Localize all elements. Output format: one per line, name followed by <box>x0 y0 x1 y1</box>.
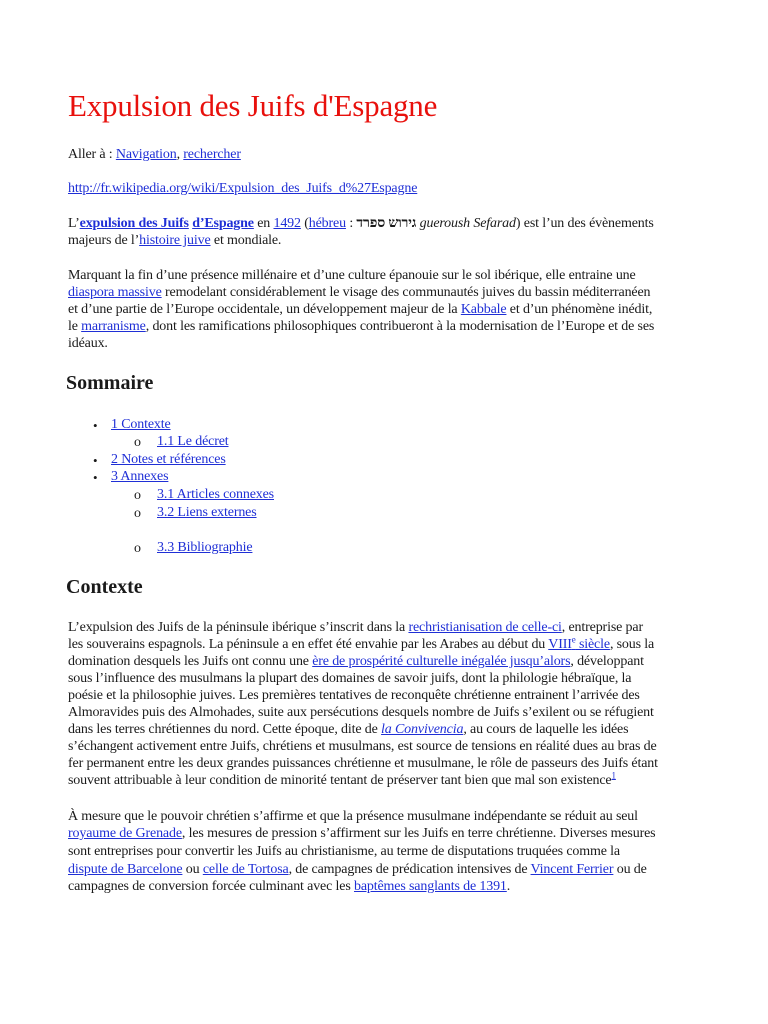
toc-item-decret[interactable]: 1.1 Le décret <box>157 434 229 449</box>
page-title: Expulsion des Juifs d'Espagne <box>68 88 438 123</box>
contexte-p2-line-1 <box>68 808 638 825</box>
para-text: , sous la <box>609 637 655 652</box>
marranisme-link[interactable]: marranisme <box>81 319 146 334</box>
para-text: À mesure que le pouvoir chrétien s’affirme et que la présence musulmane indépendante se réduit au seul <box>68 809 638 824</box>
contexte-p1-line-10 <box>68 772 616 789</box>
contexte-heading: Contexte <box>66 576 143 598</box>
espagne-link[interactable]: d’Espagne <box>192 216 254 231</box>
toc-item-contexte[interactable]: 1 Contexte <box>111 417 171 432</box>
contexte-p1-line-1 <box>68 619 643 636</box>
ere-prosperite-link[interactable]: ère de prospérité culturelle inégalée jusqu’alors <box>312 654 571 669</box>
toc-circle: o <box>134 506 141 521</box>
toc-item-notes[interactable]: 2 Notes et références <box>111 452 226 467</box>
jump-to-line <box>68 146 241 163</box>
contexte-p1-line-6 <box>68 704 654 721</box>
para-text: campagnes de conversion forcée culminant avec les <box>68 879 354 894</box>
para-text: Almoravides puis des Almohades, suite aux persécutions desquels nombre de Juifs s’exilent ou se réfugient <box>68 705 654 720</box>
para-text: poésie et la philosophie juives. Les premières tentatives de reconquête chrétienne entrainent l’arrivée des <box>68 688 640 703</box>
royaume-grenade-link[interactable]: royaume de Grenade <box>68 826 182 841</box>
expulsion-link[interactable]: expulsion des Juifs <box>79 216 189 231</box>
year-1492-link[interactable]: 1492 <box>273 216 301 231</box>
para2-line-1 <box>68 267 636 284</box>
toc-item-annexes[interactable]: 3 Annexes <box>111 469 169 484</box>
contexte-p1-line-7 <box>68 721 628 738</box>
contexte-p2-line-2 <box>68 825 655 842</box>
contexte-p1-line-5 <box>68 687 640 704</box>
intro-line-2 <box>68 232 281 249</box>
para-text: remodelant considérablement le visage des communautés juives du bassin méditerranéen <box>161 285 651 300</box>
intro-text: et mondiale. <box>210 233 282 248</box>
convivencia-link[interactable]: la Convivencia <box>381 722 464 737</box>
toc-circle: o <box>134 435 141 450</box>
intro-text: : <box>345 216 357 231</box>
vincent-ferrier-link[interactable]: Vincent Ferrier <box>530 862 614 877</box>
toc-item-articles-connexes[interactable]: 3.1 Articles connexes <box>157 487 274 502</box>
para-text: , au cours de laquelle les idées <box>463 722 629 737</box>
para2-line-2 <box>68 284 650 301</box>
para-text: fer permanent entre les deux grandes puissances chrétienne et musulmane, le rôle de passeurs des Juifs étant <box>68 756 658 771</box>
para-text: , dont les ramifications philosophiques contribueront à la modernisation de l’Europe et de ses <box>145 319 655 334</box>
source-url-link[interactable]: http://fr.wikipedia.org/wiki/Expulsion_des_Juifs_d%27Espagne <box>68 181 418 196</box>
para-text: Marquant la fin d’une présence millénaire et d’une culture épanouie sur le sol ibérique, elle entraine une <box>68 268 636 283</box>
para-text: souvent attribuable à leur condition de minorité tentant de préserver tant bien que mal son existence <box>68 773 612 788</box>
contexte-p1-line-4 <box>68 670 631 687</box>
jump-to-prefix: Aller à : <box>68 147 116 162</box>
separator: , <box>176 147 184 162</box>
para-text: ou <box>182 862 203 877</box>
baptemes-link[interactable]: baptêmes sanglants de 1391 <box>353 879 507 894</box>
para-text: , de campagnes de prédication intensives de <box>288 862 531 877</box>
toc-circle: o <box>134 488 141 503</box>
para-text: et d’une partie de l’Europe occidentale, un développement majeur de la <box>68 302 461 317</box>
hebreu-link[interactable]: hébreu <box>308 216 346 231</box>
kabbale-link[interactable]: Kabbale <box>460 302 507 317</box>
transliteration: gueroush Sefarad <box>419 216 516 231</box>
search-link[interactable]: rechercher <box>183 147 241 162</box>
para-text: . <box>506 879 511 894</box>
intro-text: ) est l’un des évènements <box>515 216 654 231</box>
toc-circle: o <box>134 541 141 556</box>
toc-item-liens-externes[interactable]: 3.2 Liens externes <box>157 505 257 520</box>
footnote-1-link[interactable]: 1 <box>611 770 616 781</box>
toc-bullet: • <box>93 418 98 433</box>
source-url-line <box>68 180 417 197</box>
para-text: L’expulsion des Juifs de la péninsule ibérique s’inscrit dans la <box>68 620 409 635</box>
para-text: , entreprise par <box>561 620 643 635</box>
sommaire-heading: Sommaire <box>66 372 154 394</box>
toc-bullet: • <box>93 453 98 468</box>
para-text: sous l’influence des musulmans la plupart des domaines de savoir juifs, dont la philologie hébraïque, la <box>68 671 632 686</box>
dispute-barcelone-link[interactable]: dispute de Barcelone <box>68 862 183 877</box>
contexte-p2-line-4 <box>68 861 647 878</box>
para-text: , les mesures de pression s’affirment sur les Juifs en terre chrétienne. Diverses mesures <box>181 826 656 841</box>
toc-item-bibliographie[interactable]: 3.3 Bibliographie <box>157 540 253 555</box>
intro-text: L’ <box>68 216 80 231</box>
para2-line-4 <box>68 318 654 335</box>
para-text: idéaux. <box>68 336 108 351</box>
diaspora-link[interactable]: diaspora massive <box>68 285 162 300</box>
histoire-juive-link[interactable]: histoire juive <box>139 233 211 248</box>
para2-line-3 <box>68 301 652 318</box>
contexte-p1-line-3 <box>68 653 644 670</box>
para-text: sont entreprises pour convertir les Juifs au christianisme, au terme de disputations truquées comme la <box>68 844 620 859</box>
contexte-p2-line-5 <box>68 878 510 895</box>
contexte-p1-line-9 <box>68 755 658 772</box>
link-text: VIII <box>548 637 572 652</box>
para-text: le <box>68 319 82 334</box>
intro-line-1 <box>68 215 654 232</box>
superscript: e <box>571 634 576 645</box>
intro-text: majeurs de l’ <box>68 233 140 248</box>
link-text: siècle <box>575 637 610 652</box>
contexte-p1-line-8 <box>68 738 657 755</box>
navigation-link[interactable]: Navigation <box>115 147 177 162</box>
rechristianisation-link[interactable]: rechristianisation de celle-ci <box>408 620 562 635</box>
toc-bullet: • <box>93 470 98 485</box>
para-text: , développant <box>570 654 644 669</box>
para2-line-5 <box>68 335 108 352</box>
contexte-p1-line-2 <box>68 636 654 653</box>
para-text: et d’un phénomène inédit, <box>506 302 653 317</box>
tortosa-link[interactable]: celle de Tortosa <box>202 862 289 877</box>
viii-siecle-link[interactable] <box>548 634 610 652</box>
para-text: les souverains espagnols. La péninsule a en effet été envahie par les Arabes au début du <box>68 637 549 652</box>
para-text: ou de <box>613 862 647 877</box>
intro-text: ( <box>300 216 309 231</box>
intro-text: en <box>253 216 274 231</box>
para-text: s’échangent activement entre Juifs, chrétiens et musulmans, est source de tensions en réalité dues au bras de <box>68 739 657 754</box>
para-text: domination desquels les Juifs ont connu une <box>68 654 313 669</box>
para-text: dans les terres chrétiennes du nord. Cette époque, dite de <box>68 722 382 737</box>
contexte-p2-line-3 <box>68 843 620 860</box>
hebrew-term: גירוש ספרד <box>356 216 417 231</box>
